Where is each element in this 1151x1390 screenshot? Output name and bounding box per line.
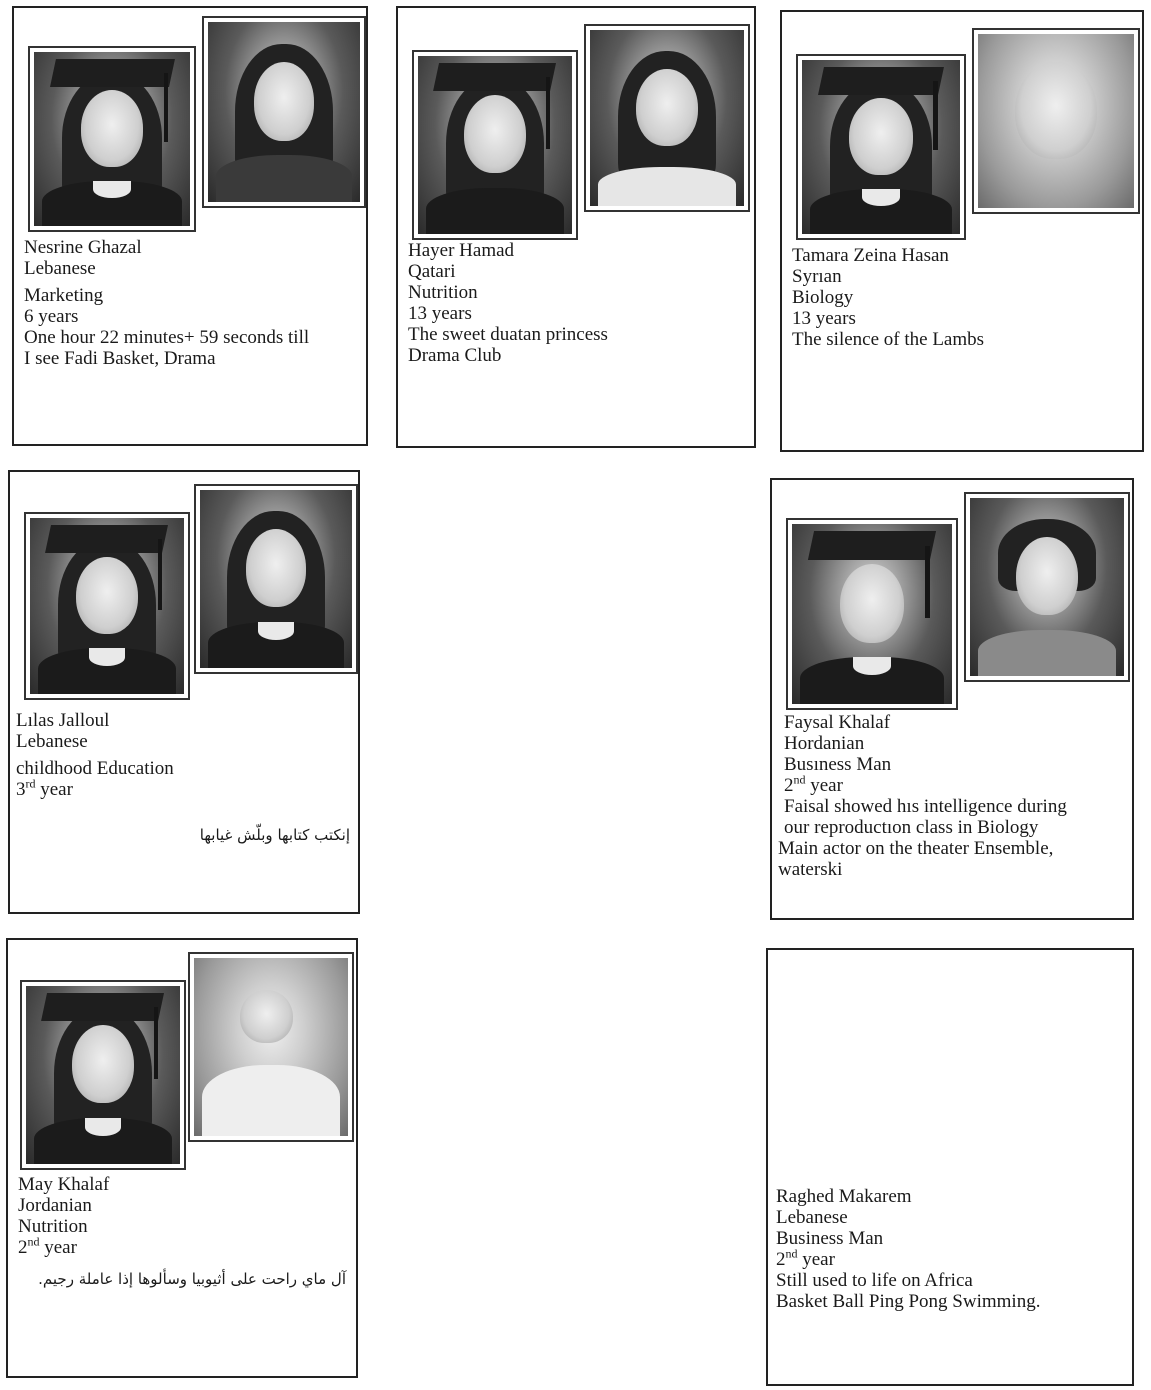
study-year: 2nd year	[784, 772, 843, 796]
profile-card-faysal	[770, 478, 1134, 920]
activities: Drama Club	[408, 345, 502, 366]
profile-card-tamara	[780, 10, 1144, 452]
portrait-photo	[194, 484, 358, 674]
arabic-quote: إنكتب كتابها وبلّش غيابها	[199, 826, 350, 844]
study-year: 2nd year	[18, 1234, 77, 1258]
quote-line: The sweet duatan princess	[408, 324, 608, 345]
nationality: Hordanian	[784, 733, 865, 754]
nationality: Lebanese	[16, 731, 88, 752]
nationality: Lebanese	[776, 1207, 848, 1228]
profile-card-hayer	[396, 6, 756, 448]
major: Nutrition	[408, 282, 478, 303]
quote-line: Still used to life on Africa	[776, 1270, 973, 1291]
years: 13 years	[408, 303, 472, 324]
quote-line: Faisal showed hıs intelligence during	[784, 796, 1067, 817]
quote-line: The silence of the Lambs	[792, 329, 985, 350]
quote-line: Main actor on the theater Ensemble,	[778, 838, 1054, 859]
graduation-photo	[20, 980, 186, 1170]
major: childhood Education	[16, 758, 174, 779]
profile-info	[16, 710, 174, 800]
study-year: 2nd year	[776, 1246, 835, 1270]
portrait-photo	[584, 24, 750, 212]
profile-card-may	[6, 938, 358, 1378]
arabic-quote: آل ماي راحت على أثيوبيا وسألوها إذا عاملة رجيم.	[38, 1270, 346, 1288]
student-name: Hayer Hamad	[408, 240, 515, 261]
student-name: May Khalaf	[18, 1174, 110, 1195]
childhood-photo	[188, 952, 354, 1142]
student-name: Raghed Makarem	[776, 1186, 912, 1207]
childhood-photo	[964, 492, 1130, 682]
profile-info	[24, 237, 309, 369]
profile-info	[792, 245, 984, 350]
quote-line: waterski	[778, 859, 843, 880]
nationality: Qatari	[408, 261, 456, 282]
major: Busıness Man	[784, 754, 892, 775]
activities: Basket Ball Ping Pong Swimming.	[776, 1291, 1041, 1312]
study-year: 3rd year	[16, 776, 73, 800]
profile-info	[776, 1186, 1040, 1312]
quote-line: our reproductıon class in Biology	[784, 817, 1039, 838]
profile-info	[18, 1174, 109, 1258]
profile-card-raghed	[766, 948, 1134, 1386]
graduation-photo	[796, 54, 966, 240]
profile-card-lilas	[8, 470, 360, 914]
childhood-photo	[972, 28, 1140, 214]
profile-info	[778, 712, 1067, 880]
major: Marketing	[24, 285, 104, 306]
nationality: Lebanese	[24, 258, 96, 279]
graduation-photo	[786, 518, 958, 710]
major: Business Man	[776, 1228, 884, 1249]
graduation-photo	[28, 46, 196, 232]
quote-line: One hour 22 minutes+ 59 seconds till	[24, 327, 310, 348]
nationality: Syrıan	[792, 266, 842, 287]
student-name: Tamara Zeina Hasan	[792, 245, 949, 266]
portrait-photo	[202, 16, 366, 208]
years: 13 years	[792, 308, 856, 329]
major: Biology	[792, 287, 854, 308]
nationality: Jordanian	[18, 1195, 92, 1216]
years: 6 years	[24, 306, 79, 327]
student-name: Nesrine Ghazal	[24, 237, 142, 258]
student-name: Lılas Jalloul	[16, 710, 110, 731]
graduation-photo	[412, 50, 578, 240]
major: Nutrition	[18, 1216, 88, 1237]
student-name: Faysal Khalaf	[784, 712, 891, 733]
profile-info	[408, 240, 608, 366]
quote-line: I see Fadi Basket, Drama	[24, 348, 216, 369]
profile-card-nesrine	[12, 6, 368, 446]
graduation-photo	[24, 512, 190, 700]
